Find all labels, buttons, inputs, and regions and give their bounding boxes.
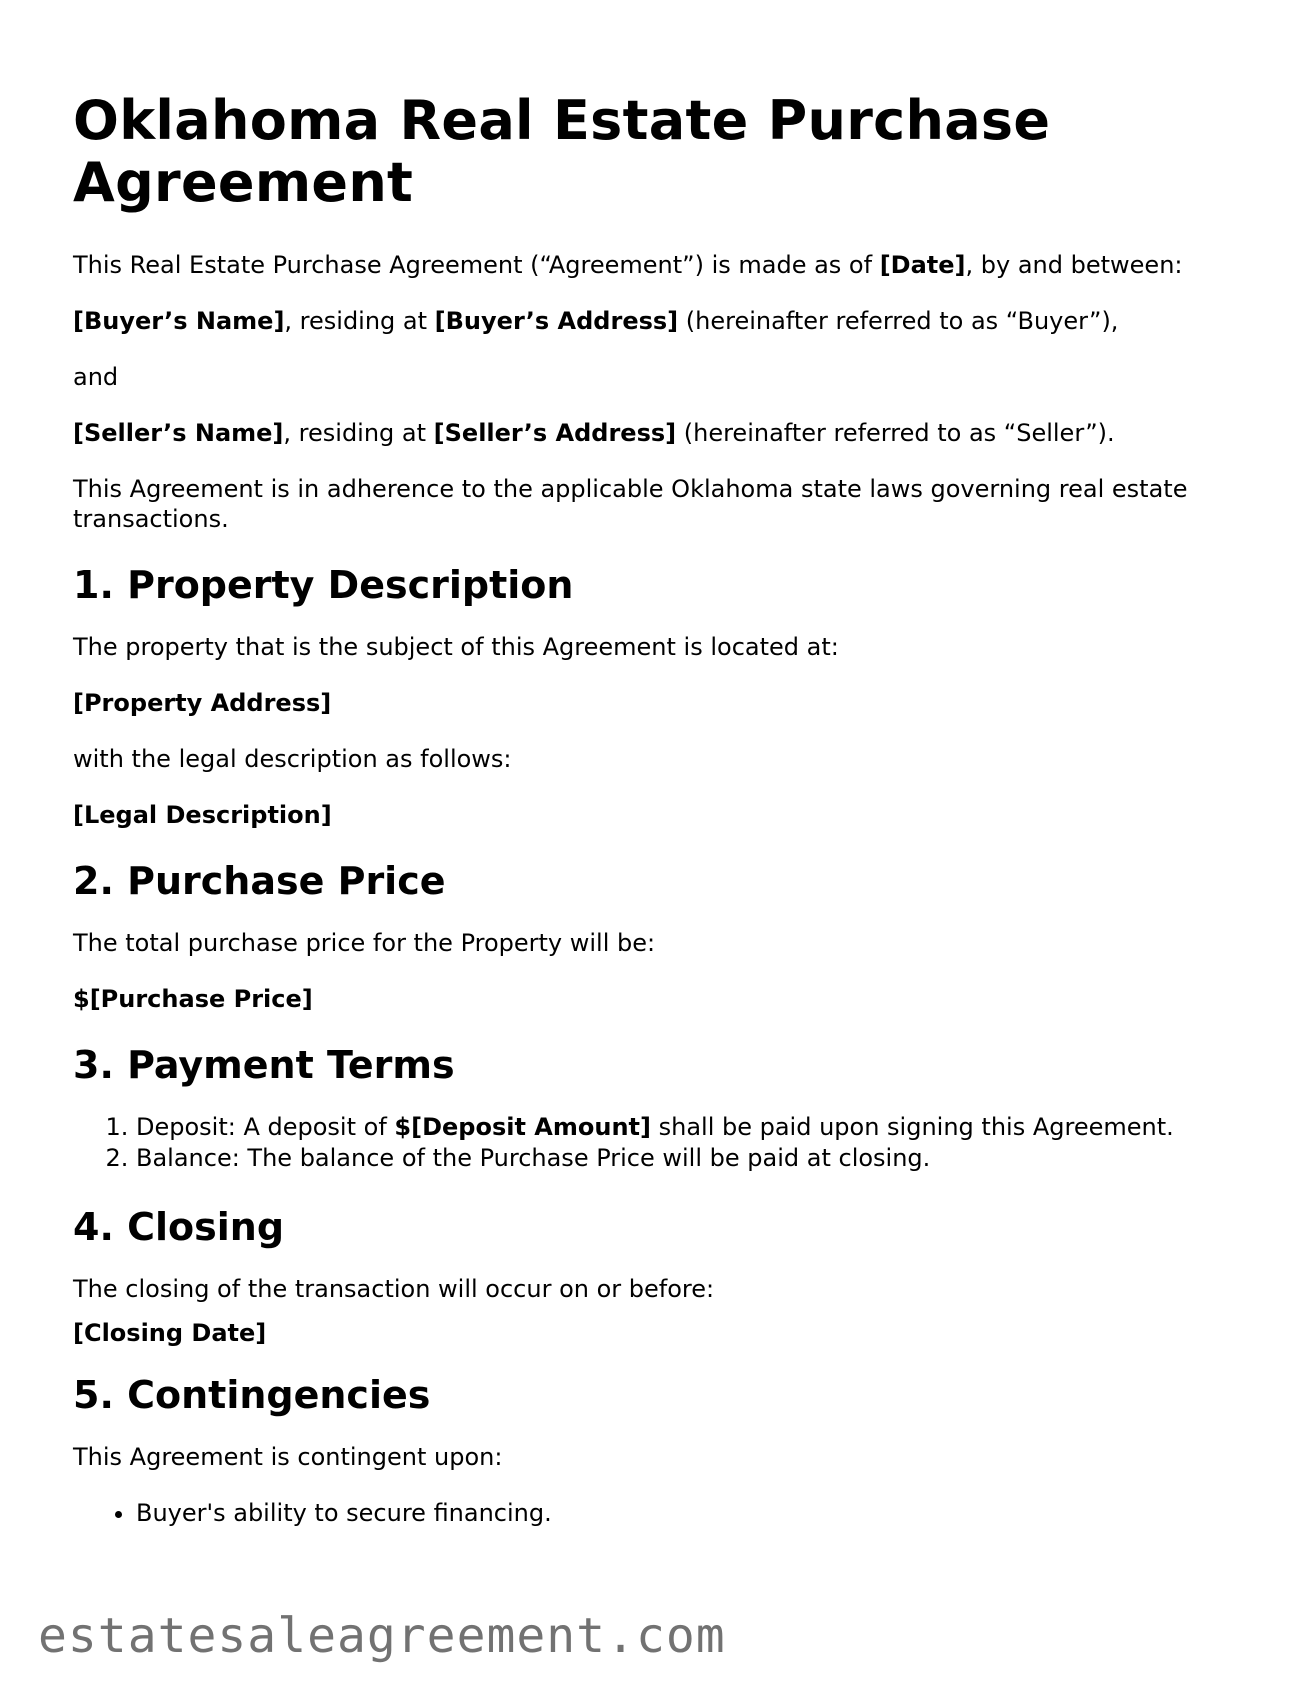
deposit-amount-placeholder: $[Deposit Amount]	[394, 1113, 651, 1141]
and-paragraph: and	[73, 363, 119, 391]
purchase-price-text: The total purchase price for the Property will be:	[73, 929, 656, 957]
adherence-paragraph: This Agreement is in adherence to the applicable Oklahoma state laws governing real estate transactions.	[73, 475, 1188, 533]
legal-description-bold: [Legal Description]	[73, 801, 332, 829]
contingencies-text: This Agreement is contingent upon:	[73, 1443, 503, 1471]
section-heading-payment: 3. Payment Terms	[73, 1043, 455, 1087]
closing-date-placeholder	[73, 1318, 1253, 1348]
buyer-paragraph	[73, 306, 1253, 336]
list-item	[136, 1112, 1253, 1143]
intro-paragraph	[73, 250, 1253, 280]
buyer-reference-text: (hereinafter referred to as “Buyer”),	[678, 307, 1119, 335]
list-item: • Buyer's ability to secure financing.	[136, 1498, 1253, 1529]
seller-reference-text: (hereinafter referred to as “Seller”).	[676, 419, 1115, 447]
buyer-address-placeholder: [Buyer’s Address]	[434, 307, 679, 335]
property-address-bold: [Property Address]	[73, 689, 332, 717]
intro-text: This Real Estate Purchase Agreement (“Agreement”) is made as of	[73, 251, 880, 279]
legal-description-placeholder	[73, 800, 1253, 830]
seller-address-placeholder: [Seller’s Address]	[433, 419, 677, 447]
buyer-name-placeholder: [Buyer’s Name]	[73, 307, 285, 335]
seller-paragraph	[73, 418, 1253, 448]
deposit-text: Deposit: A deposit of	[136, 1113, 395, 1141]
legal-description-text: with the legal description as follows:	[73, 745, 512, 773]
deposit-text-end: shall be paid upon signing this Agreement.	[650, 1113, 1174, 1141]
list-item: 2. Balance: The balance of the Purchase Price will be paid at closing.	[136, 1143, 1253, 1174]
section-heading-contingencies: 5. Contingencies	[73, 1373, 431, 1417]
watermark-text: estatesaleagreement.com	[38, 1608, 726, 1664]
intro-text-end: , by and between:	[965, 251, 1183, 279]
contingencies-list	[73, 1498, 1253, 1529]
seller-residing-text: , residing at	[283, 419, 434, 447]
section-heading-closing: 4. Closing	[73, 1205, 285, 1249]
seller-name-placeholder: [Seller’s Name]	[73, 419, 284, 447]
purchase-price-bold: $[Purchase Price]	[73, 985, 313, 1013]
buyer-residing-text: , residing at	[284, 307, 435, 335]
section-heading-price: 2. Purchase Price	[73, 859, 446, 903]
date-placeholder: [Date]	[879, 251, 966, 279]
section-heading-property: 1. Property Description	[73, 563, 574, 607]
property-address-placeholder	[73, 688, 1253, 718]
payment-terms-list	[73, 1112, 1253, 1174]
purchase-price-placeholder	[73, 984, 1253, 1014]
closing-text: The closing of the transaction will occur on or before:	[73, 1275, 715, 1303]
document-title: Oklahoma Real Estate Purchase Agreement	[73, 89, 1051, 214]
closing-date-bold: [Closing Date]	[73, 1319, 267, 1347]
document-page	[73, 90, 1253, 1555]
property-location-text: The property that is the subject of this Agreement is located at:	[73, 633, 839, 661]
